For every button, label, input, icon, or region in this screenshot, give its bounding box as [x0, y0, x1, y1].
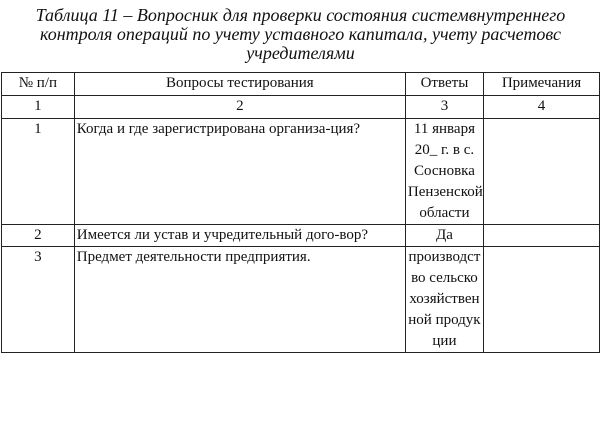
- row-note: [483, 247, 599, 353]
- row-note: [483, 119, 599, 225]
- row-answer: производство сельскохозяйственной продукции: [405, 247, 483, 353]
- header-number: № п/п: [2, 73, 75, 96]
- row-answer: Да: [405, 225, 483, 247]
- row-number: 2: [2, 225, 75, 247]
- column-number-2: 2: [74, 96, 405, 119]
- row-question: Имеется ли устав и учредительный дого-вор?: [74, 225, 405, 247]
- column-number-1: 1: [2, 96, 75, 119]
- row-number: 3: [2, 247, 75, 353]
- header-questions: Вопросы тестирования: [74, 73, 405, 96]
- row-note: [483, 225, 599, 247]
- row-number: 1: [2, 119, 75, 225]
- caption-line-1: Таблица 11 – Вопросник для проверки состояния системвнутреннего: [35, 5, 566, 25]
- row-question: Предмет деятельности предприятия.: [74, 247, 405, 353]
- table-caption: [0, 6, 601, 63]
- column-number-3: 3: [405, 96, 483, 119]
- row-answer: 11 января 20_ г. в с. Сосновка Пензенской области: [405, 119, 483, 225]
- column-number-4: 4: [483, 96, 599, 119]
- caption-line-3: учредителями: [246, 43, 355, 63]
- row-question: Когда и где зарегистрирована организа-ция?: [74, 119, 405, 225]
- table-row: [2, 247, 600, 353]
- header-notes: Примечания: [483, 73, 599, 96]
- header-row: [2, 73, 600, 96]
- header-answers: Ответы: [405, 73, 483, 96]
- questionnaire-table: [1, 72, 600, 353]
- table-row: [2, 119, 600, 225]
- table-row: [2, 225, 600, 247]
- caption-line-2: контроля операций по учету уставного капитала, учету расчетовс: [39, 24, 562, 44]
- column-numbering-row: [2, 96, 600, 119]
